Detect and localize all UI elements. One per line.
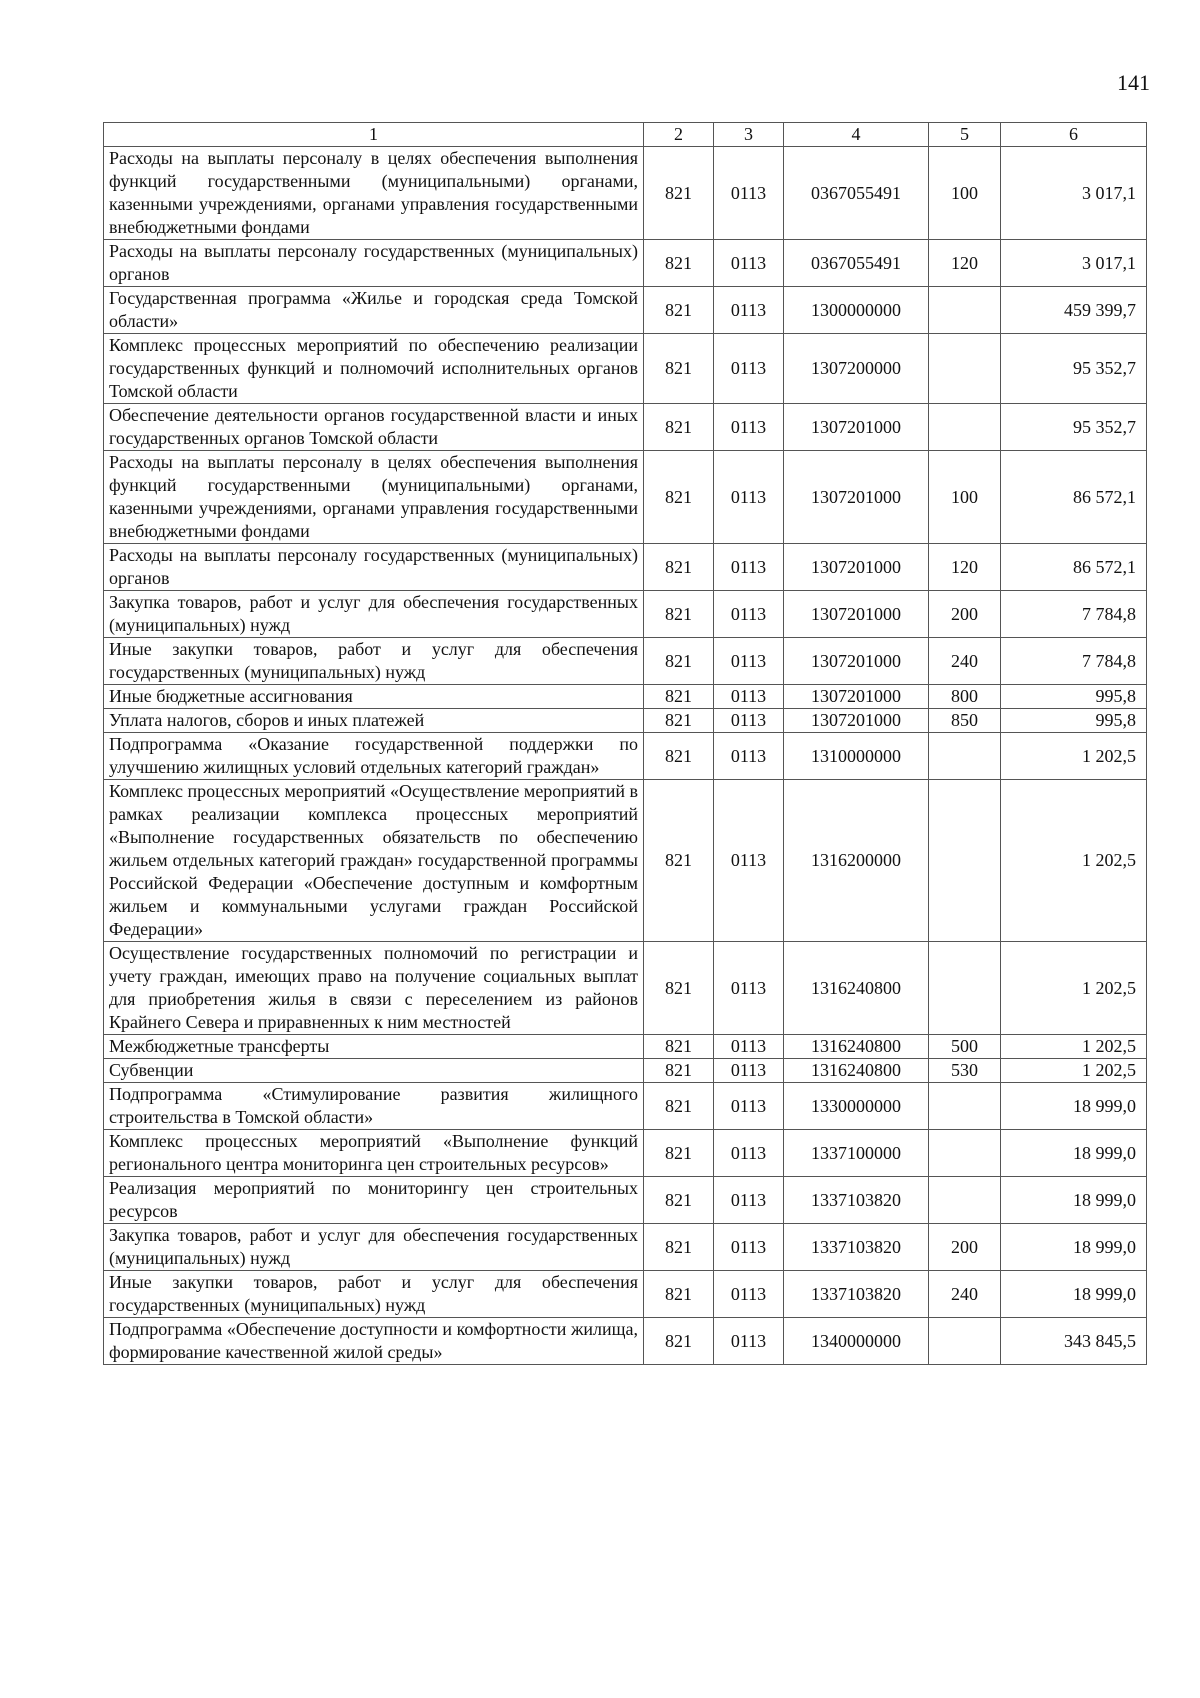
ministry-code: 821 <box>644 709 714 733</box>
expense-type-code: 240 <box>929 638 1001 685</box>
target-article-code: 1307201000 <box>784 591 929 638</box>
row-name: Подпрограмма «Оказание государственной поддержки по улучшению жилищных условий отдельных категорий граждан» <box>104 733 644 780</box>
section-code: 0113 <box>714 1083 784 1130</box>
ministry-code: 821 <box>644 1224 714 1271</box>
section-code: 0113 <box>714 1130 784 1177</box>
section-code: 0113 <box>714 709 784 733</box>
ministry-code: 821 <box>644 638 714 685</box>
target-article-code: 1307201000 <box>784 451 929 544</box>
section-code: 0113 <box>714 451 784 544</box>
target-article-code: 1337103820 <box>784 1224 929 1271</box>
amount: 1 202,5 <box>1001 733 1147 780</box>
table-row <box>104 147 1147 240</box>
target-article-code: 1300000000 <box>784 287 929 334</box>
target-article-code: 1310000000 <box>784 733 929 780</box>
row-name: Осуществление государственных полномочий по регистрации и учету граждан, имеющих право на получение социальных выплат для приобретения жилья в связи с переселением из районов Крайнего Севера и приравненных к ним местностей <box>104 942 644 1035</box>
column-header: 4 <box>784 123 929 147</box>
expense-type-code: 120 <box>929 544 1001 591</box>
ministry-code: 821 <box>644 1318 714 1365</box>
target-article-code: 1307201000 <box>784 709 929 733</box>
table-row <box>104 733 1147 780</box>
table-row <box>104 1059 1147 1083</box>
section-code: 0113 <box>714 404 784 451</box>
expense-type-code: 850 <box>929 709 1001 733</box>
section-code: 0113 <box>714 544 784 591</box>
budget-table <box>103 122 1147 1365</box>
row-name: Субвенции <box>104 1059 644 1083</box>
table-row <box>104 780 1147 942</box>
table-row <box>104 451 1147 544</box>
target-article-code: 1337103820 <box>784 1271 929 1318</box>
amount: 459 399,7 <box>1001 287 1147 334</box>
page-number: 141 <box>1117 70 1150 95</box>
amount: 18 999,0 <box>1001 1083 1147 1130</box>
expense-type-code <box>929 1177 1001 1224</box>
target-article-code: 1307201000 <box>784 685 929 709</box>
table-row <box>104 591 1147 638</box>
ministry-code: 821 <box>644 404 714 451</box>
row-name: Уплата налогов, сборов и иных платежей <box>104 709 644 733</box>
amount: 1 202,5 <box>1001 1035 1147 1059</box>
table-row <box>104 942 1147 1035</box>
row-name: Расходы на выплаты персоналу в целях обеспечения выполнения функций государственными (муниципальными) органами, казенными учреждениями, органами управления государственными внебюджетными фондами <box>104 451 644 544</box>
amount: 18 999,0 <box>1001 1224 1147 1271</box>
row-name: Подпрограмма «Стимулирование развития жилищного строительства в Томской области» <box>104 1083 644 1130</box>
row-name: Обеспечение деятельности органов государственной власти и иных государственных органов Томской области <box>104 404 644 451</box>
expense-type-code <box>929 404 1001 451</box>
expense-type-code: 500 <box>929 1035 1001 1059</box>
section-code: 0113 <box>714 942 784 1035</box>
ministry-code: 821 <box>644 544 714 591</box>
amount: 86 572,1 <box>1001 544 1147 591</box>
amount: 995,8 <box>1001 709 1147 733</box>
section-code: 0113 <box>714 685 784 709</box>
amount: 95 352,7 <box>1001 334 1147 404</box>
expense-type-code: 120 <box>929 240 1001 287</box>
expense-type-code: 200 <box>929 591 1001 638</box>
target-article-code: 1316200000 <box>784 780 929 942</box>
section-code: 0113 <box>714 1059 784 1083</box>
table-row <box>104 1130 1147 1177</box>
expense-type-code: 240 <box>929 1271 1001 1318</box>
expense-type-code <box>929 287 1001 334</box>
amount: 995,8 <box>1001 685 1147 709</box>
row-name: Реализация мероприятий по мониторингу цен строительных ресурсов <box>104 1177 644 1224</box>
row-name: Комплекс процессных мероприятий «Выполнение функций регионального центра мониторинга цен строительных ресурсов» <box>104 1130 644 1177</box>
ministry-code: 821 <box>644 942 714 1035</box>
section-code: 0113 <box>714 1318 784 1365</box>
expense-type-code: 100 <box>929 147 1001 240</box>
row-name: Расходы на выплаты персоналу государственных (муниципальных) органов <box>104 240 644 287</box>
section-code: 0113 <box>714 638 784 685</box>
section-code: 0113 <box>714 1177 784 1224</box>
ministry-code: 821 <box>644 1271 714 1318</box>
target-article-code: 1307201000 <box>784 404 929 451</box>
expense-type-code <box>929 780 1001 942</box>
ministry-code: 821 <box>644 685 714 709</box>
amount: 18 999,0 <box>1001 1271 1147 1318</box>
section-code: 0113 <box>714 240 784 287</box>
ministry-code: 821 <box>644 287 714 334</box>
target-article-code: 1316240800 <box>784 1035 929 1059</box>
row-name: Межбюджетные трансферты <box>104 1035 644 1059</box>
section-code: 0113 <box>714 733 784 780</box>
amount: 18 999,0 <box>1001 1130 1147 1177</box>
header-row <box>104 123 1147 147</box>
amount: 1 202,5 <box>1001 780 1147 942</box>
column-header: 3 <box>714 123 784 147</box>
ministry-code: 821 <box>644 1059 714 1083</box>
section-code: 0113 <box>714 287 784 334</box>
expense-type-code <box>929 942 1001 1035</box>
table-row <box>104 709 1147 733</box>
expense-type-code <box>929 733 1001 780</box>
target-article-code: 1316240800 <box>784 1059 929 1083</box>
row-name: Иные закупки товаров, работ и услуг для обеспечения государственных (муниципальных) нужд <box>104 638 644 685</box>
expense-type-code <box>929 1130 1001 1177</box>
table-row <box>104 287 1147 334</box>
amount: 3 017,1 <box>1001 240 1147 287</box>
table-row <box>104 1271 1147 1318</box>
row-name: Государственная программа «Жилье и городская среда Томской области» <box>104 287 644 334</box>
amount: 343 845,5 <box>1001 1318 1147 1365</box>
target-article-code: 1316240800 <box>784 942 929 1035</box>
ministry-code: 821 <box>644 591 714 638</box>
amount: 86 572,1 <box>1001 451 1147 544</box>
ministry-code: 821 <box>644 1035 714 1059</box>
section-code: 0113 <box>714 780 784 942</box>
target-article-code: 1337103820 <box>784 1177 929 1224</box>
row-name: Расходы на выплаты персоналу государственных (муниципальных) органов <box>104 544 644 591</box>
section-code: 0113 <box>714 147 784 240</box>
amount: 1 202,5 <box>1001 1059 1147 1083</box>
row-name: Комплекс процессных мероприятий по обеспечению реализации государственных функций и полномочий исполнительных органов Томской области <box>104 334 644 404</box>
row-name: Подпрограмма «Обеспечение доступности и комфортности жилища, формирование качественной жилой среды» <box>104 1318 644 1365</box>
target-article-code: 1307201000 <box>784 638 929 685</box>
ministry-code: 821 <box>644 1083 714 1130</box>
section-code: 0113 <box>714 1035 784 1059</box>
section-code: 0113 <box>714 591 784 638</box>
table-row <box>104 1224 1147 1271</box>
target-article-code: 1330000000 <box>784 1083 929 1130</box>
ministry-code: 821 <box>644 733 714 780</box>
target-article-code: 1337100000 <box>784 1130 929 1177</box>
target-article-code: 1340000000 <box>784 1318 929 1365</box>
row-name: Комплекс процессных мероприятий «Осуществление мероприятий в рамках реализации комплекса процессных мероприятий «Выполнение государственных обязательств по обеспечению жильем отдельных категорий граждан» государственной программы Российской Федерации «Обеспечение доступным и комфортным жильем и коммунальными услугами граждан Российской Федерации» <box>104 780 644 942</box>
table-row <box>104 1083 1147 1130</box>
row-name: Закупка товаров, работ и услуг для обеспечения государственных (муниципальных) нужд <box>104 1224 644 1271</box>
table-row <box>104 544 1147 591</box>
table-row <box>104 638 1147 685</box>
ministry-code: 821 <box>644 147 714 240</box>
ministry-code: 821 <box>644 780 714 942</box>
target-article-code: 0367055491 <box>784 240 929 287</box>
column-header: 2 <box>644 123 714 147</box>
expense-type-code: 530 <box>929 1059 1001 1083</box>
target-article-code: 1307201000 <box>784 544 929 591</box>
section-code: 0113 <box>714 1224 784 1271</box>
row-name: Иные закупки товаров, работ и услуг для обеспечения государственных (муниципальных) нужд <box>104 1271 644 1318</box>
amount: 1 202,5 <box>1001 942 1147 1035</box>
target-article-code: 0367055491 <box>784 147 929 240</box>
row-name: Расходы на выплаты персоналу в целях обеспечения выполнения функций государственными (муниципальными) органами, казенными учреждениями, органами управления государственными внебюджетными фондами <box>104 147 644 240</box>
target-article-code: 1307200000 <box>784 334 929 404</box>
table-row <box>104 1318 1147 1365</box>
row-name: Закупка товаров, работ и услуг для обеспечения государственных (муниципальных) нужд <box>104 591 644 638</box>
ministry-code: 821 <box>644 451 714 544</box>
table-row <box>104 240 1147 287</box>
section-code: 0113 <box>714 1271 784 1318</box>
expense-type-code <box>929 1318 1001 1365</box>
column-header: 6 <box>1001 123 1147 147</box>
ministry-code: 821 <box>644 1177 714 1224</box>
table-row <box>104 1035 1147 1059</box>
ministry-code: 821 <box>644 240 714 287</box>
expense-type-code: 800 <box>929 685 1001 709</box>
amount: 7 784,8 <box>1001 591 1147 638</box>
ministry-code: 821 <box>644 334 714 404</box>
expense-type-code <box>929 1083 1001 1130</box>
column-header: 5 <box>929 123 1001 147</box>
expense-type-code <box>929 334 1001 404</box>
column-header: 1 <box>104 123 644 147</box>
amount: 95 352,7 <box>1001 404 1147 451</box>
amount: 3 017,1 <box>1001 147 1147 240</box>
table-row <box>104 685 1147 709</box>
table-row <box>104 334 1147 404</box>
amount: 18 999,0 <box>1001 1177 1147 1224</box>
amount: 7 784,8 <box>1001 638 1147 685</box>
row-name: Иные бюджетные ассигнования <box>104 685 644 709</box>
section-code: 0113 <box>714 334 784 404</box>
ministry-code: 821 <box>644 1130 714 1177</box>
expense-type-code: 200 <box>929 1224 1001 1271</box>
expense-type-code: 100 <box>929 451 1001 544</box>
table-row <box>104 404 1147 451</box>
table-row <box>104 1177 1147 1224</box>
